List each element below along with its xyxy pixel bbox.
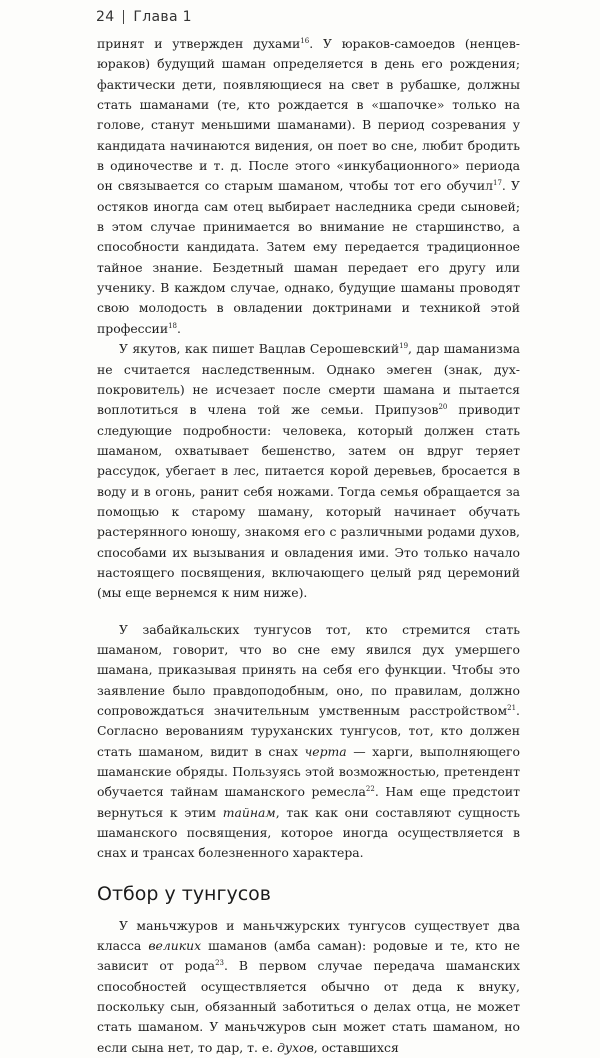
text-run: У маньчжуров и маньчжурских тунгусов существует два класса bbox=[97, 917, 520, 954]
footnote-ref[interactable]: 19 bbox=[399, 342, 409, 351]
italic-term: великих bbox=[148, 938, 202, 954]
footnote-ref[interactable]: 21 bbox=[507, 703, 517, 712]
paragraph bbox=[97, 34, 520, 339]
text-run: — харги, выполняющего шаманские обряды. Пользуясь этой возможностью, претендент обучается тайнам шаманского ремесла bbox=[97, 743, 520, 800]
text-run: , дар шаманизма не считается наследственным. Однако эмеген (знак, дух-покровитель) не исчезает после смерти шамана и пытается воплотиться в члена той же семьи. Припузов bbox=[97, 341, 520, 418]
text-run: . bbox=[177, 320, 181, 336]
text-run: У забайкальских тунгусов тот, кто стремится стать шаманом, говорит, что во сне ему явился дух умершего шамана, приказывая принять на себя его функции. Чтобы это заявление было правдоподобным, оно, по правилам, должно сопровождаться значительным умственным расстройством bbox=[97, 621, 520, 718]
text-run: У якутов, как пишет Вацлав Серошевский bbox=[119, 341, 400, 357]
footnote-ref[interactable]: 17 bbox=[492, 179, 502, 188]
paragraph bbox=[97, 620, 520, 864]
text-run: , так как они составляют сущность шаманского посвящения, которое иногда осуществляется в снах и трансах болезненного характера. bbox=[97, 804, 520, 861]
text-run: . У остяков иногда сам отец выбирает наследника среди сыновей; в этом случае принимается во внимание не старшинство, а способности кандидата. Затем ему передается традиционное тайное знание. Бездетный шаман передает его другу или ученику. В каждом случае, однако, будущие шаманы проводят свою молодость в овладении доктринами и техникой этой профессии bbox=[97, 178, 520, 336]
text-run: принят и утвержден духами bbox=[97, 36, 301, 51]
footnote-ref[interactable]: 22 bbox=[365, 785, 375, 794]
paragraph bbox=[97, 916, 520, 1058]
chapter-title: Глава 1 bbox=[133, 9, 192, 25]
section-title: Отбор у тунгусов bbox=[97, 882, 271, 905]
italic-term: духов bbox=[277, 1039, 314, 1055]
page-number: 24 bbox=[96, 9, 115, 25]
footnote-ref[interactable]: 18 bbox=[168, 321, 177, 330]
footnote-ref[interactable]: 16 bbox=[300, 36, 310, 45]
text-run: . У юраков-самоедов (ненцев-юраков) будущий шаман определяется в день его рождения; фактически дети, появляющиеся на свет в рубашке, должны стать шаманами (те, кто рождается в «шапочке» только на голове, станут меньшими шаманами). В период созревания у кандидата начинаются видения, он поет во сне, любит бродить в одиночестве и т. д. После этого «инкубационного» периода он связывается со старым шаманом, чтобы тот его обучил bbox=[97, 36, 520, 194]
text-run: . Нам еще предстоит вернуться к этим bbox=[97, 784, 520, 820]
paragraph bbox=[97, 339, 520, 603]
header-separator bbox=[123, 10, 124, 24]
footnote-ref[interactable]: 23 bbox=[215, 959, 224, 968]
text-run: . Согласно верованиям туруханских тунгусов, тот, кто должен стать шаманом, видит в снах bbox=[97, 703, 520, 759]
text-run: . В первом случае передача шаманских способностей осуществляется обычно от деда к внуку, поскольку сын, обязанный заботиться о делах отца, не может стать шаманом. У маньчжуров сын может стать шаманом, но если сына нет, то дар, т. е. bbox=[97, 958, 520, 1055]
italic-term: тайнам bbox=[222, 804, 276, 820]
text-run: шаманов (амба саман): родовые и те, кто не зависит от рода bbox=[97, 938, 520, 974]
running-head bbox=[96, 9, 192, 25]
body-text bbox=[97, 34, 520, 1058]
footnote-ref[interactable]: 20 bbox=[438, 403, 448, 412]
text-run: приводит следующие подробности: человека, который должен стать шаманом, охватывает бешенство, затем он вдруг теряет рассудок, убегает в лес, питается корой деревьев, бросается в воду и в огонь, ранит себя ножами. Тогда семья обращается за помощью к старому шаману, который начинает обучать растерянного юношу, знакомя его с различными родами духов, способами их вызывания и овладения ими. Это только начало настоящего посвящения, включающего целый ряд церемоний (мы еще вернемся к ним ниже). bbox=[97, 402, 520, 601]
text-run: , оставшихся bbox=[313, 1039, 399, 1055]
italic-term: черта bbox=[304, 743, 347, 759]
